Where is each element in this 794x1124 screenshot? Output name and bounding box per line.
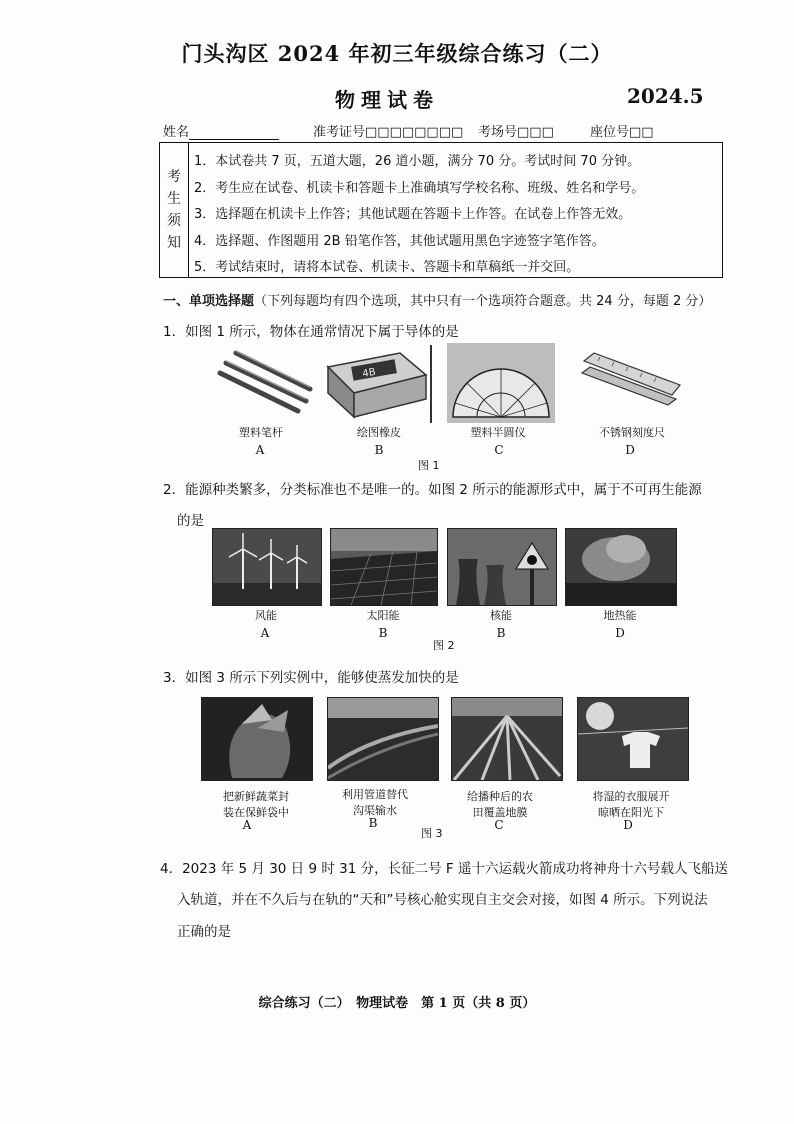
exam-date: 2024.5 [627,84,704,108]
figure-1-caption-d: 不锈钢刻度尺 [599,426,665,439]
exam-title: 门头沟区 2024 年初三年级综合练习（二） [181,41,613,66]
option-a[interactable]: A [255,443,265,457]
figure-2-caption-a: 风能 [255,609,277,622]
candidate-notice-box [159,142,723,278]
figure-1-caption-b: 绘图橡皮 [357,426,401,439]
question-2-line-1: 2．能源种类繁多，分类标准也不是唯一的。如图 2 所示的能源形式中，属于不可再生能源 [163,482,702,498]
exam-subject: 物理试卷 [335,88,439,112]
option-d[interactable]: D [625,443,635,457]
vegetables-bag-image [201,697,313,781]
figure-3-caption-d-line-2: 晾晒在阳光下 [598,806,664,819]
eraser-image [322,345,432,423]
question-4-line-2: 入轨道，并在不久后与在轨的“天和”号核心舱实现自主交会对接，如图 4 所示。下列说法 [177,892,708,908]
page-footer: 综合练习（二） 物理试卷 第 1 页（共 8 页） [258,996,536,1011]
figure-3-caption-a-line-2: 装在保鲜袋中 [223,806,289,819]
option-c[interactable]: C [494,443,504,457]
section-heading: 一、单项选择题（下列每题均有四个选项，其中只有一个选项符合题意。共 24 分，每题 2 分） [163,294,712,309]
solar-panel-image [330,528,438,606]
option-d[interactable]: D [623,818,633,832]
question-4-line-1: 4．2023 年 5 月 30 日 9 时 31 分，长征二号 F 遥十六运载火箭成功将神舟十六号载人飞船送 [160,861,728,877]
exam-number-field[interactable]: 准考证号□□□□□□□□ [313,125,464,140]
name-field[interactable] [163,121,279,140]
nuclear-plant-image [447,528,557,606]
question-3-text: 3．如图 3 所示下列实例中，能够使蒸发加快的是 [163,670,459,686]
question-2-line-2: 的是 [177,513,204,529]
figure-3-caption-c-line-1: 给播种后的农 [467,790,533,803]
question-1-text: 1．如图 1 所示，物体在通常情况下属于导体的是 [163,324,459,340]
steel-ruler-image [580,345,684,407]
option-a[interactable]: A [260,626,270,640]
figure-3-caption-b-line-1: 利用管道替代 [342,788,408,801]
irrigation-pipe-image [327,697,439,781]
geothermal-image [565,528,677,606]
figure-1-label: 图 1 [418,459,440,472]
option-b[interactable]: B [368,816,378,830]
option-a[interactable]: A [242,818,252,832]
figure-2-caption-c: 核能 [490,609,512,622]
figure-1-caption-c: 塑料半圆仪 [470,426,526,439]
protractor-image [447,343,555,423]
option-c[interactable]: C [494,818,504,832]
option-c[interactable]: B [496,626,506,640]
room-number-field[interactable]: 考场号□□□ [478,125,554,140]
figure-3-label: 图 3 [421,827,443,840]
figure-3-caption-b-line-2: 沟渠输水 [353,804,397,817]
option-d[interactable]: D [615,626,625,640]
seat-number-field[interactable]: 座位号□□ [590,125,654,140]
plastic-mulch-field-image [451,697,563,781]
question-4-line-3: 正确的是 [177,924,231,940]
figure-2-caption-b: 太阳能 [366,609,400,622]
notice-item: 3．选择题在机读卡上作答；其他试题在答题卡上作答。在试卷上作答无效。 [194,207,632,222]
figure-2-caption-d: 地热能 [603,609,637,622]
notice-heading: 考 生 须 知 [160,143,189,277]
drying-clothes-image [577,697,689,781]
notice-items [194,149,644,282]
figure-3-caption-d-line-1: 将湿的衣服展开 [592,790,670,803]
name-label: 姓名 [163,125,190,140]
figure-3-caption-c-line-2: 田覆盖地膜 [472,806,528,819]
option-b[interactable]: B [378,626,388,640]
wind-turbine-image [212,528,322,606]
eraser-label: 4B [361,366,377,380]
notice-item: 2．考生应在试卷、机读卡和答题卡上准确填写学校名称、班级、姓名和学号。 [194,180,645,196]
figure-1-caption-a: 塑料笔杆 [239,426,283,439]
figure-3-caption-a-line-1: 把新鲜蔬菜封 [223,790,289,803]
notice-item: 4．选择题、作图题用 2B 铅笔作答，其他试题用黑色字迹签字笔作答。 [194,233,605,249]
name-blank[interactable] [189,125,279,140]
notice-item: 5．考试结束时，请将本试卷、机读卡、答题卡和草稿纸一并交回。 [194,260,580,275]
divider-line [430,345,432,423]
figure-2-label: 图 2 [433,639,455,652]
notice-item: 1．本试卷共 7 页，五道大题，26 道小题，满分 70 分。考试时间 70 分钟。 [194,154,641,169]
plastic-pen-image [212,343,314,415]
option-b[interactable]: B [374,443,384,457]
